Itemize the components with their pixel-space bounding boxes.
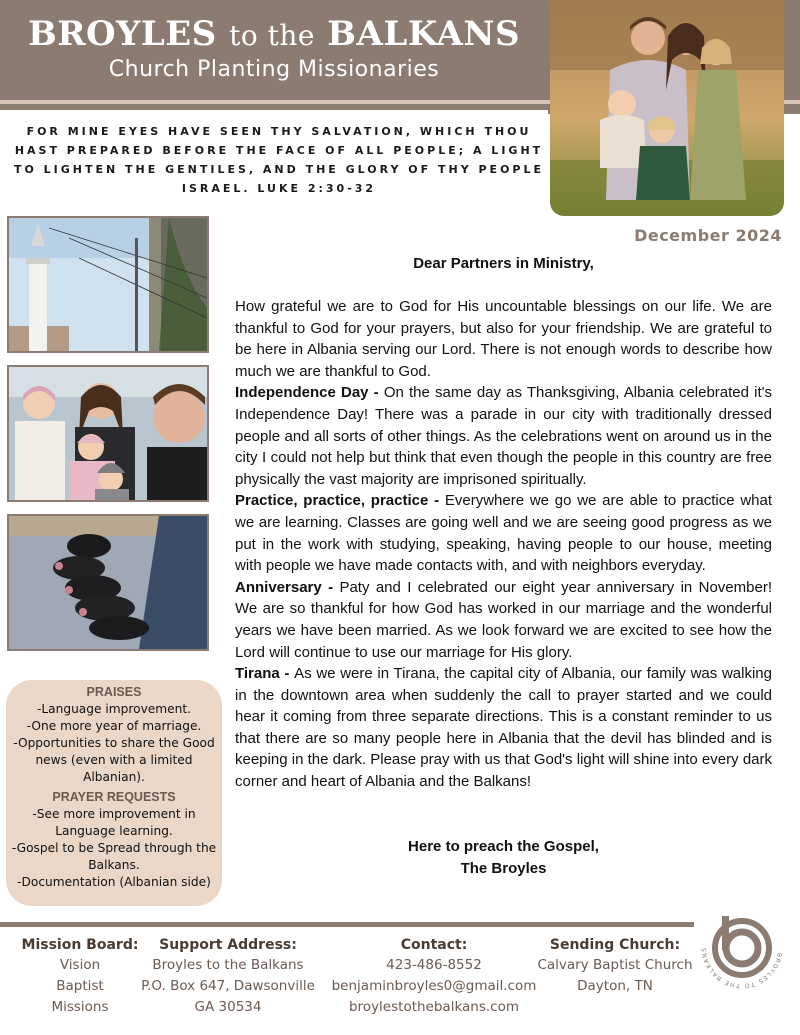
prayer-item: -Gospel to be Spread through the Balkans. bbox=[11, 841, 217, 872]
footer-divider bbox=[0, 922, 694, 927]
letter-paragraph bbox=[235, 663, 772, 793]
contact-email[interactable]: benjaminbroyles0@gmail.com bbox=[331, 978, 537, 994]
letter-greeting: Dear Partners in Ministry, bbox=[413, 255, 594, 272]
letter-paragraph bbox=[235, 296, 772, 382]
family-selfie-photo bbox=[7, 365, 209, 502]
sending-church-line: Calvary Baptist Church bbox=[537, 957, 693, 973]
newsletter-title bbox=[0, 14, 548, 84]
title-word-balkans: BALKANS bbox=[327, 14, 521, 54]
header-stripe-lower bbox=[0, 104, 548, 110]
contact-heading: Contact: bbox=[400, 937, 468, 953]
broyles-logo bbox=[700, 906, 784, 990]
mission-board-line: Vision bbox=[59, 957, 101, 973]
paragraph-heading: Tirana - bbox=[235, 665, 295, 683]
praise-item: -Opportunities to share the Good news (even with a limited Albanian). bbox=[13, 736, 215, 784]
praise-item: -One more year of marriage. bbox=[26, 719, 202, 733]
scripture-verse: FOR MINE EYES HAVE SEEN THY SALVATION, WHICH THOU HAST PREPARED BEFORE THE FACE OF ALL PEOPLE; A LIGHT TO LIGHTEN THE GENTILES, AND THE GLORY OF THY PEOPLE ISRAEL. LUKE 2:30-32 bbox=[13, 125, 545, 195]
logo-ring-text: BROYLES TO THE BALKANS bbox=[700, 946, 783, 990]
support-address-line: Broyles to the Balkans bbox=[152, 957, 304, 973]
praise-item: -Language improvement. bbox=[36, 702, 192, 716]
paragraph-heading: Anniversary - bbox=[235, 578, 340, 596]
contact-website[interactable]: broylestothebalkans.com bbox=[348, 999, 520, 1015]
paragraph-heading: Practice, practice, practice - bbox=[235, 492, 445, 510]
paragraph-text: Everywhere we go we are able to practice what we are learning. Classes are going well and we are seeing good progress as we put in the work with studying, speaking, having people to our house, meeting with people we have made contacts with, and with neighbors everyday. bbox=[235, 492, 773, 575]
prayer-item: -See more improvement in Language learning. bbox=[32, 807, 196, 838]
footer-sending-church bbox=[534, 935, 696, 997]
support-address-heading: Support Address: bbox=[159, 937, 297, 953]
sending-church-line: Dayton, TN bbox=[577, 978, 653, 994]
family-photo bbox=[550, 0, 784, 216]
letter-paragraph bbox=[235, 577, 772, 663]
paragraph-heading: Independence Day - bbox=[235, 384, 384, 402]
prayer-item: -Documentation (Albanian side) bbox=[17, 875, 211, 889]
mission-board-heading: Mission Board: bbox=[21, 937, 139, 953]
support-address-line: P.O. Box 647, Dawsonville bbox=[141, 978, 315, 994]
title-word-broyles: BROYLES bbox=[27, 14, 217, 54]
footer-contact bbox=[328, 935, 540, 1018]
signature: The Broyles bbox=[460, 860, 547, 877]
paragraph-text: As we were in Tirana, the capital city of Albania, our family was walking in the downtown area when suddenly the call to prayer started and we could hear it coming from three separate directions. This is a constant reminder to us that there are so many people here in Albania that the devil has blinded and is keeping in the dark. Please pray with us that God's light will shine into every dark corner and heart of Albania and the Balkans! bbox=[235, 665, 772, 791]
paragraph-text: Paty and I celebrated our eight year anniversary in November! We are so thankful for how God has worked in our marriage and the wonderful years we have been married. As we look forward we are excited to see how the Lord will continue to use our marriage for His glory. bbox=[235, 578, 772, 661]
contact-phone[interactable]: 423-486-8552 bbox=[386, 957, 482, 973]
footer-support-address bbox=[138, 935, 318, 1018]
prayer-requests-heading: PRAYER REQUESTS bbox=[52, 790, 176, 804]
letter-paragraph bbox=[235, 490, 772, 576]
mission-board-line: Missions bbox=[51, 999, 109, 1015]
paragraph-text: On the same day as Thanksgiving, Albania celebrated it's Independence Day! There was a parade in our city with traditionally dressed people and all sorts of other things. As the celebrations went on around us in the city I could not help but think that even though the people in this country are free physically the vast majority are imprisoned spiritually. bbox=[235, 384, 773, 488]
newsletter-subtitle: Church Planting Missionaries bbox=[108, 57, 440, 82]
sending-church-heading: Sending Church: bbox=[549, 937, 681, 953]
praises-heading: PRAISES bbox=[86, 685, 142, 699]
praises-prayer-box bbox=[6, 680, 222, 906]
paragraph-text: How grateful we are to God for His uncountable blessings on our life. We are thankful to God for your prayers, but also for your friendship. We are grateful to be here in Albania serving our Lord. There is not enough words to describe how much we are thankful to God. bbox=[235, 298, 772, 380]
turkeys-photo bbox=[7, 514, 209, 651]
letter-paragraph bbox=[235, 382, 772, 490]
letter-closing bbox=[236, 836, 771, 880]
minaret-photo bbox=[7, 216, 209, 353]
closing-line: Here to preach the Gospel, bbox=[408, 838, 599, 855]
support-address-line: GA 30534 bbox=[194, 999, 262, 1015]
letter-body bbox=[235, 296, 772, 793]
mission-board-line: Baptist bbox=[56, 978, 104, 994]
newsletter-date: December 2024 bbox=[634, 226, 782, 245]
footer-mission-board bbox=[20, 935, 140, 1018]
title-word-to-the: to the bbox=[229, 19, 315, 52]
